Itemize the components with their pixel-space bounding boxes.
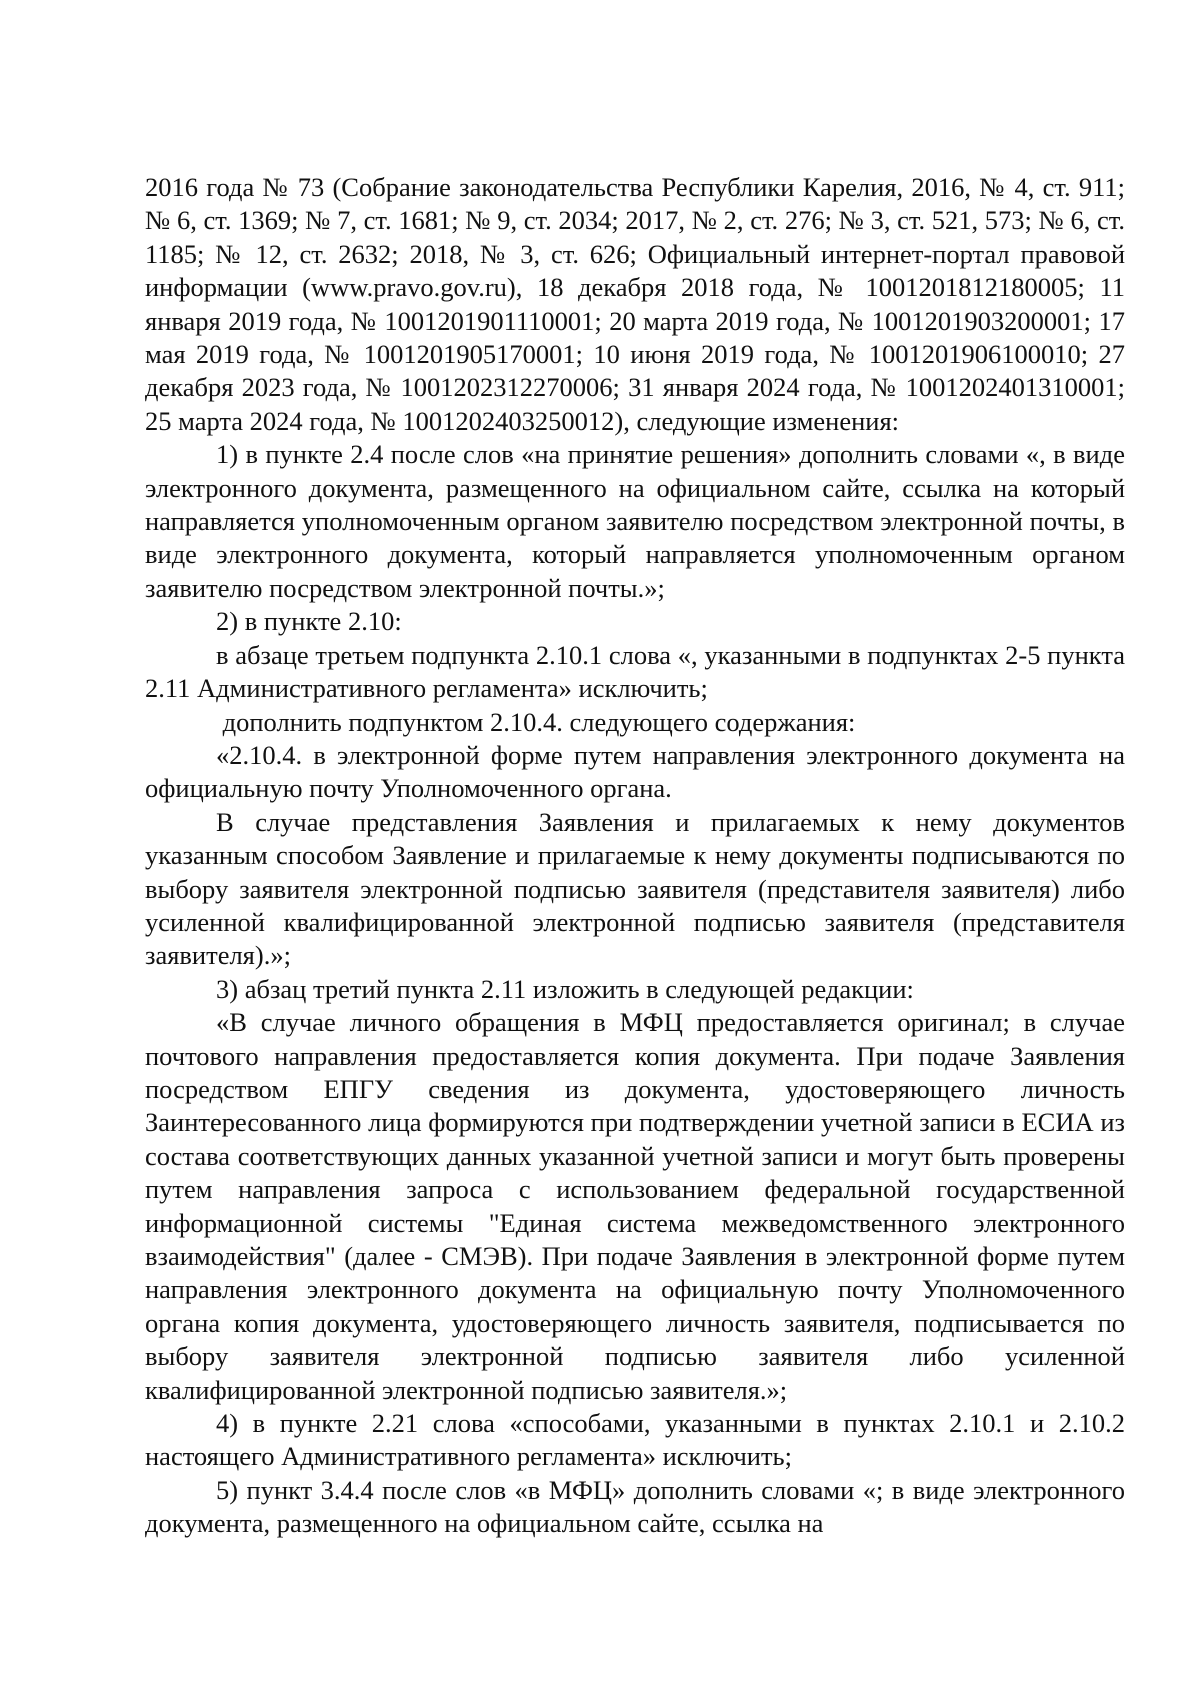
document-body (145, 171, 1125, 1541)
paragraph-item-1: 1) в пункте 2.4 после слов «на принятие решения» дополнить словами «, в виде электронного документа, размещенного на официальном сайте, ссылка на который направляется уполномоченным органом заявителю посредством электронной почты, в виде электронного документа, который направляется уполномоченным органом заявителю посредством электронной почты.»; (145, 439, 1125, 603)
paragraph-item-2-subpoint-2: дополнить подпунктом 2.10.4. следующего содержания: (216, 706, 856, 737)
paragraph-item-3: 3) абзац третий пункта 2.11 изложить в следующей редакции: (216, 973, 914, 1004)
paragraph-item-2-subpoint-1: в абзаце третьем подпункта 2.10.1 слова «, указанными в подпунктах 2-5 пункта 2.11 Административного регламента» исключить; (145, 639, 1125, 704)
paragraph-amendment-sources: 2016 года № 73 (Собрание законодательства Республики Карелия, 2016, № 4, ст. 911; № 6, ст. 1369; № 7, ст. 1681; № 9, ст. 2034; 2017, № 2, ст. 276; № 3, ст. 521, 573; № 6, ст. 1185; № 12, ст. 2632; 2018, № 3, ст. 626; Официальный интернет-портал правовой информации (www.pravo.gov.ru), 18 декабря 2018 года, № 1001201812180005; 11 января 2019 года, № 1001201901110001; 20 марта 2019 года, № 1001201903200001; 17 мая 2019 года, № 1001201905170001; 10 июня 2019 года, № 1001201906100010; 27 декабря 2023 года, № 1001202312270006; 31 января 2024 года, № 1001202401310001; 25 марта 2024 года, № 1001202403250012), следующие изменения: (145, 172, 1125, 436)
paragraph-clause-2-10-4-signature: В случае представления Заявления и прилагаемых к нему документов указанным способом Заявление и прилагаемые к нему документы подписываются по выбору заявителя электронной подписью заявителя (представителя заявителя) либо усиленной квалифицированной электронной подписью заявителя (представителя заявителя).»; (145, 806, 1125, 971)
paragraph-item-3-new-text: «В случае личного обращения в МФЦ предоставляется оригинал; в случае почтового направления предоставляется копия документа. При подаче Заявления посредством ЕПГУ сведения из документа, удостоверяющего личность Заинтересованного лица формируются при подтверждении учетной записи в ЕСИА из состава соответствующих данных указанной учетной записи и могут быть проверены путем направления запроса с использованием федеральной государственной информационной системы "Единая система межведомственного электронного взаимодействия" (далее - СМЭВ). При подаче Заявления в электронной форме путем направления электронного документа на официальную почту Уполномоченного органа копия документа, удостоверяющего личность заявителя, подписывается по выбору заявителя электронной подписью заявителя либо усиленной квалифицированной электронной подписью заявителя.»; (145, 1007, 1125, 1405)
paragraph-item-4: 4) в пункте 2.21 слова «способами, указанными в пунктах 2.10.1 и 2.10.2 настоящего Административного регламента» исключить; (145, 1408, 1125, 1472)
paragraph-item-5: 5) пункт 3.4.4 после слов «в МФЦ» дополнить словами «; в виде электронного документа, размещенного на официальном сайте, ссылка на (145, 1474, 1125, 1539)
paragraph-item-2: 2) в пункте 2.10: (216, 606, 402, 637)
paragraph-clause-2-10-4: «2.10.4. в электронной форме путем направления электронного документа на официальную почту Уполномоченного органа. (145, 739, 1125, 804)
